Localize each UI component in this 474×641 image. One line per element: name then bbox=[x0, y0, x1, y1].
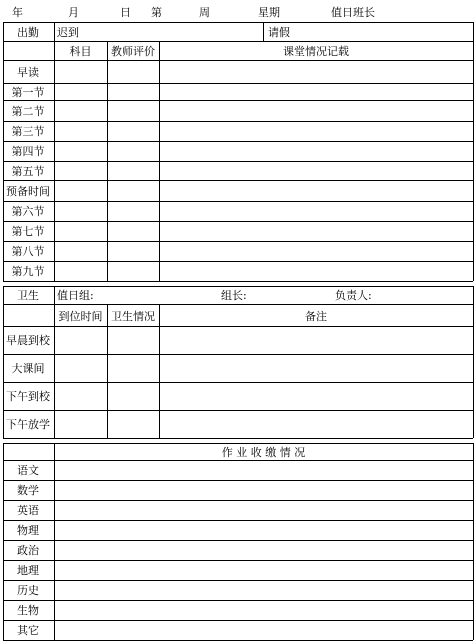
period-label: 第六节 bbox=[11, 205, 45, 218]
grid-line bbox=[3, 540, 473, 541]
weekday-label: 星期 bbox=[258, 6, 280, 19]
homework-subject-label: 物理 bbox=[17, 524, 39, 537]
responsible-person-label: 负责人: bbox=[335, 289, 372, 302]
grid-line bbox=[3, 286, 4, 438]
grid-line bbox=[3, 261, 473, 262]
grid-line bbox=[3, 600, 473, 601]
day-label: 日 bbox=[120, 6, 131, 19]
grid-line bbox=[263, 22, 264, 41]
grid-line bbox=[3, 201, 473, 202]
grid-line bbox=[107, 41, 108, 281]
homework-subject-label: 政治 bbox=[17, 544, 39, 557]
grid-line bbox=[3, 83, 473, 84]
grid-line bbox=[3, 221, 473, 222]
grid-line bbox=[54, 286, 55, 438]
homework-subject-label: 历史 bbox=[17, 584, 39, 597]
period-label: 第五节 bbox=[11, 164, 45, 178]
homework-subject-label: 其它 bbox=[17, 624, 39, 637]
grid-line bbox=[159, 41, 160, 281]
homework-subject-label: 英语 bbox=[17, 504, 39, 517]
week-suffix-label: 周 bbox=[199, 6, 210, 19]
homework-subject-label: 语文 bbox=[17, 464, 39, 477]
grid-line bbox=[3, 60, 473, 61]
hygiene-time-label: 早晨到校 bbox=[6, 334, 50, 347]
grid-line bbox=[3, 41, 473, 42]
grid-line bbox=[3, 22, 473, 23]
grid-line bbox=[3, 241, 473, 242]
grid-line bbox=[54, 41, 55, 281]
grid-line bbox=[3, 121, 473, 122]
grid-line bbox=[3, 286, 473, 287]
period-label: 第七节 bbox=[11, 225, 45, 238]
homework-title: 作 业 收 缴 情 况 bbox=[221, 445, 306, 459]
teacher-eval-header: 教师评价 bbox=[111, 44, 155, 58]
grid-line bbox=[3, 354, 473, 355]
grid-line bbox=[3, 500, 473, 501]
grid-line bbox=[54, 443, 55, 640]
period-label: 第一节 bbox=[11, 85, 45, 99]
group-leader-label: 组长: bbox=[221, 289, 247, 302]
grid-line bbox=[3, 443, 473, 444]
grid-line bbox=[54, 22, 55, 41]
grid-line bbox=[3, 326, 473, 327]
grid-line bbox=[3, 304, 473, 305]
subject-header: 科目 bbox=[69, 44, 92, 58]
grid-line bbox=[3, 180, 473, 181]
grid-line bbox=[3, 560, 473, 561]
month-label: 月 bbox=[68, 6, 79, 19]
attendance-label: 出勤 bbox=[17, 25, 39, 39]
year-label: 年 bbox=[12, 6, 23, 19]
period-label: 第八节 bbox=[11, 245, 45, 258]
monitor-label: 值日班长 bbox=[331, 6, 375, 19]
period-label: 第四节 bbox=[11, 145, 45, 158]
grid-line bbox=[3, 520, 473, 521]
grid-line bbox=[3, 443, 4, 640]
period-label: 第二节 bbox=[11, 104, 45, 118]
grid-line bbox=[107, 304, 108, 438]
grid-line bbox=[3, 141, 473, 142]
homework-subject-label: 地理 bbox=[17, 564, 39, 577]
grid-line bbox=[3, 580, 473, 581]
grid-line bbox=[3, 460, 473, 461]
grid-line bbox=[3, 161, 473, 162]
homework-subject-label: 生物 bbox=[17, 604, 39, 617]
grid-line bbox=[3, 410, 473, 411]
arrival-time-header: 到位时间 bbox=[58, 309, 103, 323]
period-label: 早读 bbox=[17, 65, 39, 79]
late-label: 迟到 bbox=[57, 26, 79, 39]
grid-line bbox=[3, 438, 473, 439]
hygiene-time-label: 大课间 bbox=[11, 362, 45, 375]
hygiene-time-label: 下午到校 bbox=[6, 390, 50, 403]
week-prefix-label: 第 bbox=[151, 6, 162, 19]
grid-line bbox=[3, 382, 473, 383]
grid-line bbox=[3, 480, 473, 481]
period-label: 第三节 bbox=[11, 125, 45, 138]
class-record-header: 课堂情况记载 bbox=[283, 44, 349, 58]
remarks-header: 备注 bbox=[305, 309, 327, 323]
duty-group-label: 值日组: bbox=[57, 289, 94, 302]
grid-line bbox=[3, 100, 473, 101]
period-label: 预备时间 bbox=[6, 184, 50, 198]
homework-subject-label: 数学 bbox=[17, 484, 39, 497]
period-label: 第九节 bbox=[11, 265, 45, 278]
grid-line bbox=[3, 281, 473, 282]
hygiene-time-label: 下午放学 bbox=[6, 418, 50, 431]
leave-label: 请假 bbox=[268, 26, 290, 39]
grid-line bbox=[159, 304, 160, 438]
hygiene-label: 卫生 bbox=[17, 289, 39, 302]
grid-line bbox=[3, 620, 473, 621]
grid-line bbox=[3, 22, 4, 281]
hygiene-status-header: 卫生情况 bbox=[111, 309, 155, 323]
